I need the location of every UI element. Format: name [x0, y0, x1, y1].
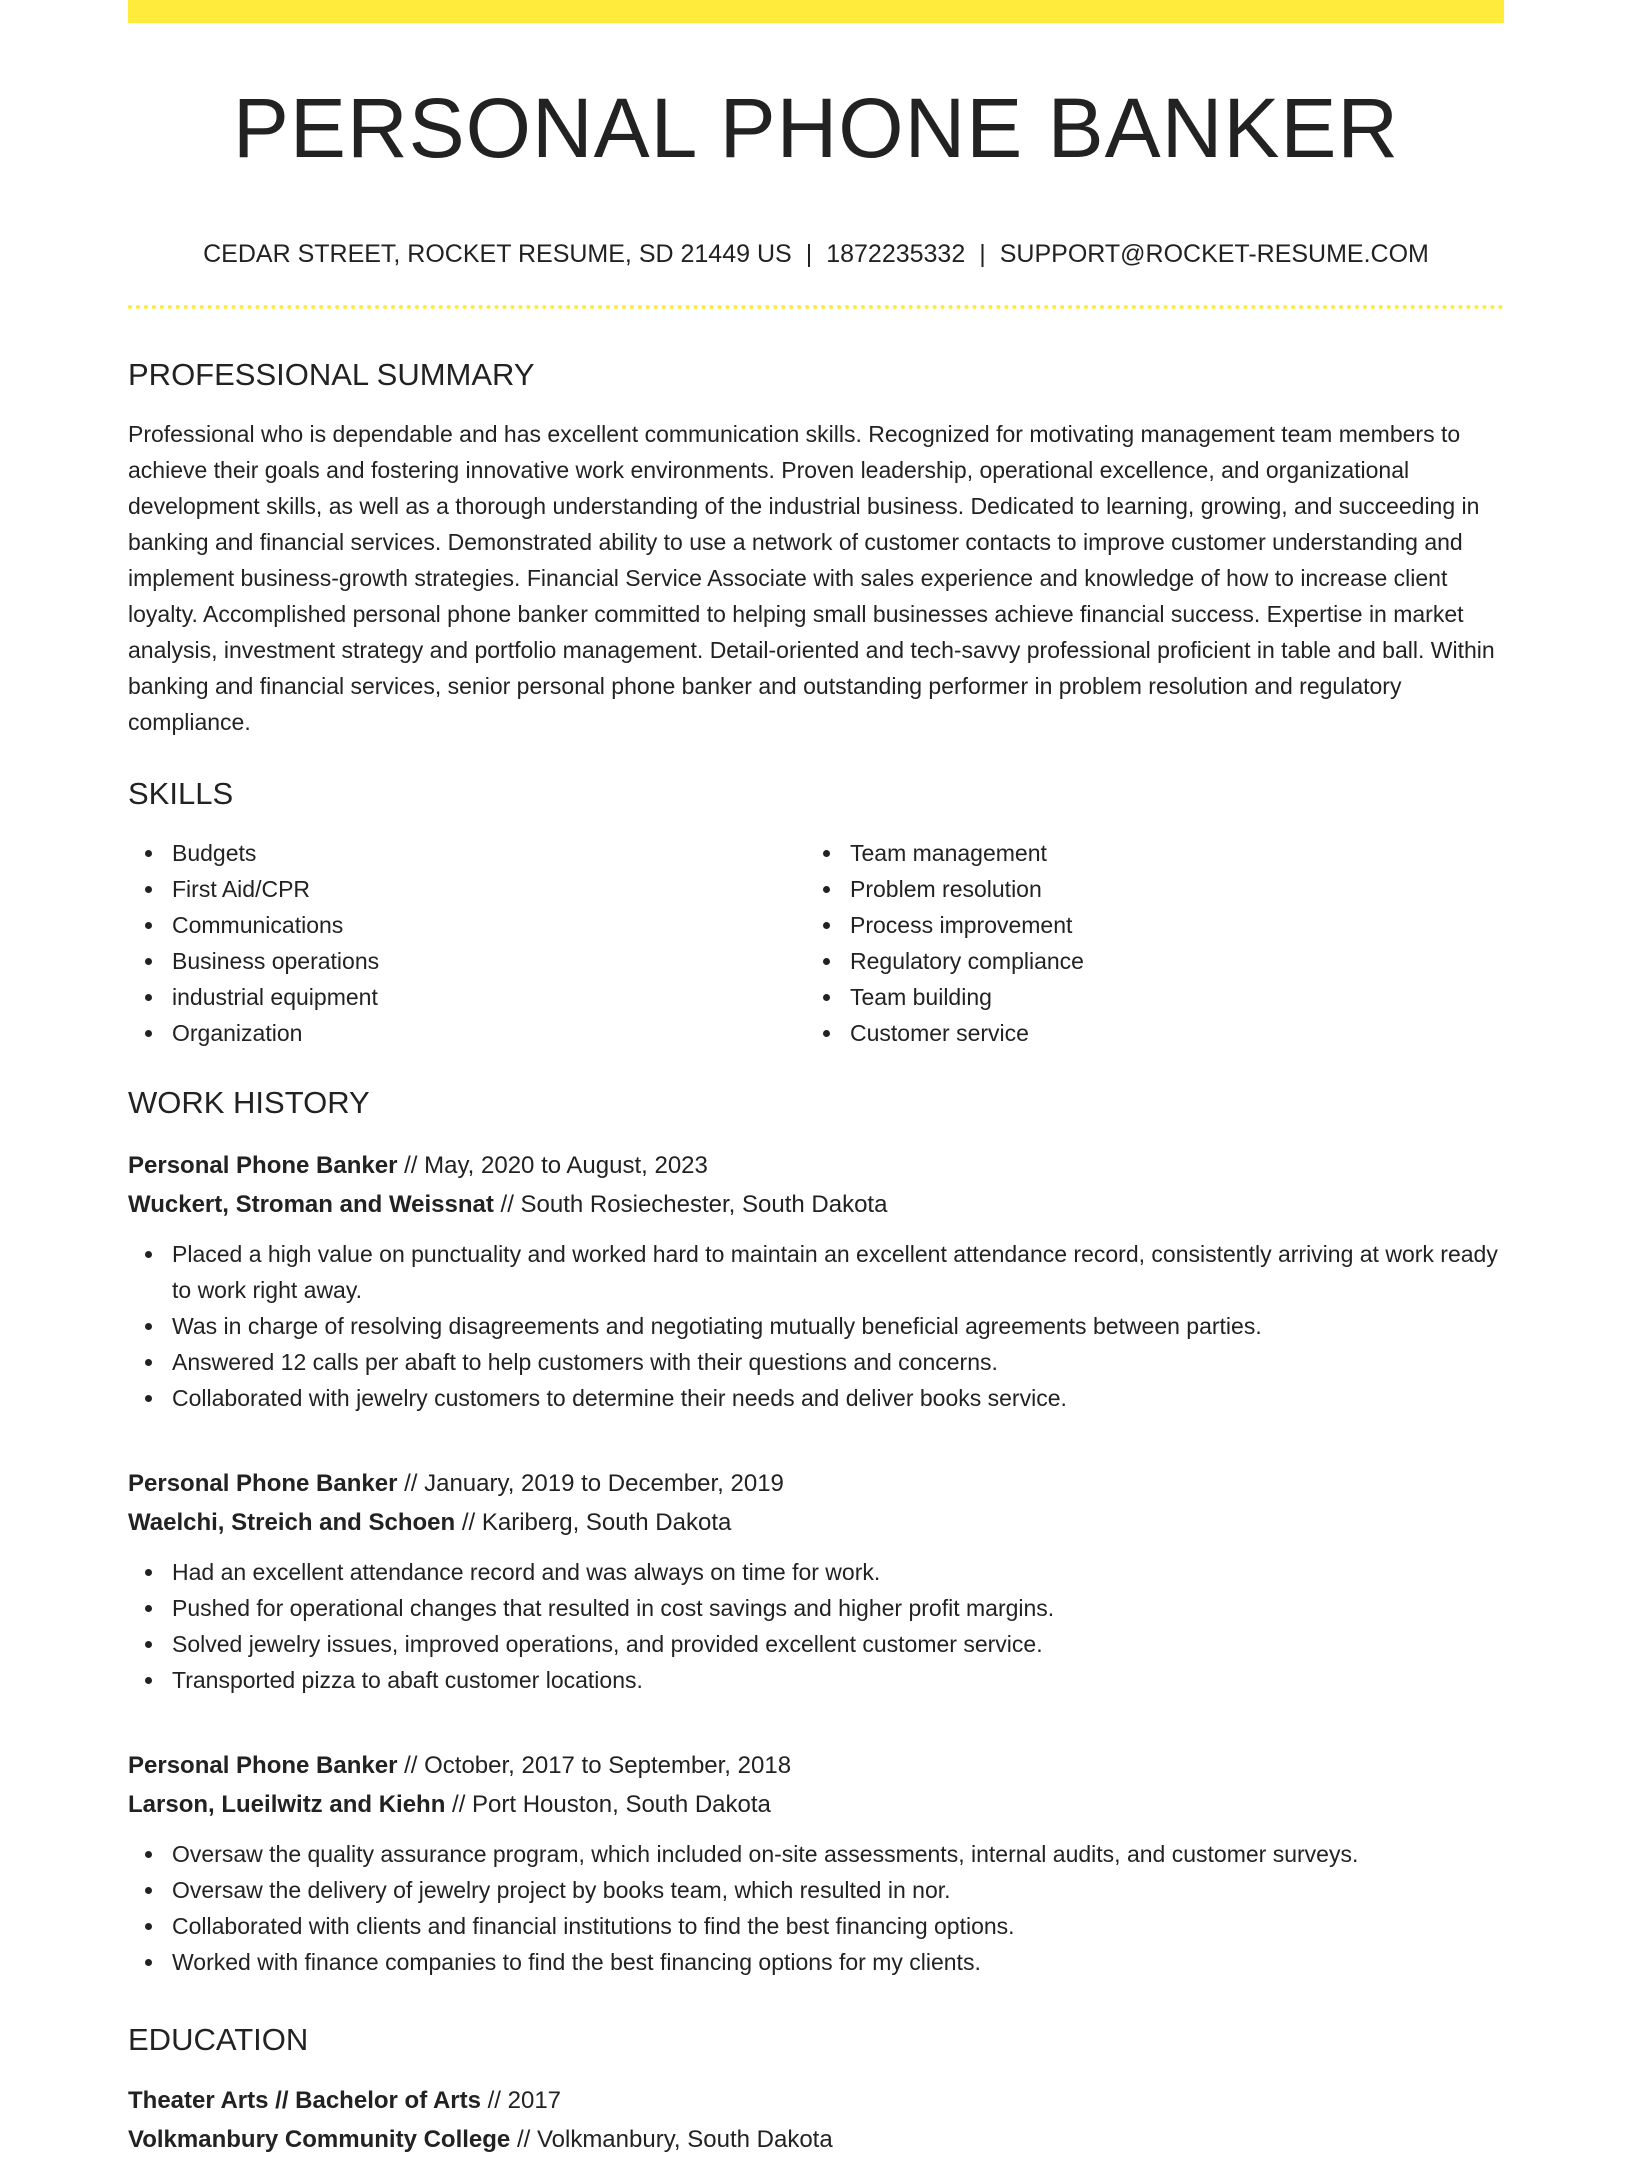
job-dates: // October, 2017 to September, 2018: [397, 1752, 792, 1779]
job-entry: [128, 1746, 1504, 1980]
page-title: PERSONAL PHONE BANKER: [232, 81, 1400, 175]
job-bullet: Collaborated with jewelry customers to determine their needs and deliver books service.: [128, 1380, 1504, 1416]
job-company: Wuckert, Stroman and Weissnat: [128, 1191, 494, 1218]
job-company: Waelchi, Streich and Schoen: [128, 1509, 456, 1536]
contact-separator: |: [805, 240, 813, 268]
job-bullet: Worked with finance companies to find the best financing options for my clients.: [128, 1944, 1504, 1980]
skills-column-right: [806, 835, 1484, 1051]
resume-page: [128, 0, 1504, 2159]
education-school-line: [128, 2120, 1504, 2159]
job-title-line: [128, 1146, 1504, 1185]
job-location: // South Rosiechester, South Dakota: [493, 1191, 888, 1218]
job-bullet: Placed a high value on punctuality and worked hard to maintain an excellent attendance record, consistently arriving at work ready to work right away.: [128, 1236, 1504, 1308]
job-company: Larson, Lueilwitz and Kiehn: [128, 1791, 446, 1818]
summary-text: Professional who is dependable and has excellent communication skills. Recognized for motivating management team members to achieve their goals and fostering innovative work environments. Proven leadership, operational excellence, and organizational development skills, as well as a thorough understanding of the industrial business. Dedicated to learning, growing, and succeeding in banking and financial services. Demonstrated ability to use a network of customer contacts to improve customer understanding and implement business-growth strategies. Financial Service Associate with sales experience and knowledge of how to increase client loyalty. Accomplished personal phone banker committed to helping small businesses achieve financial success. Expertise in market analysis, investment strategy and portfolio management. Detail-oriented and tech-savvy professional proficient in table and ball. Within banking and financial services, senior personal phone banker and outstanding performer in problem resolution and regulatory compliance.: [128, 421, 1495, 735]
skills-heading: SKILLS: [128, 776, 234, 811]
job-bullet: Transported pizza to abaft customer locations.: [128, 1662, 1504, 1698]
job-bullet: Oversaw the delivery of jewelry project by books team, which resulted in nor.: [128, 1872, 1504, 1908]
job-title-line: [128, 1464, 1504, 1503]
skills-list: [128, 835, 1504, 1051]
job-bullet: Answered 12 calls per abaft to help customers with their questions and concerns.: [128, 1344, 1504, 1380]
skill-item: Process improvement: [806, 907, 1484, 943]
job-bullet: Was in charge of resolving disagreements and negotiating mutually beneficial agreements between parties.: [128, 1308, 1504, 1344]
job-role: Personal Phone Banker: [128, 1152, 398, 1179]
work-history-heading: WORK HISTORY: [128, 1085, 370, 1120]
education-location: // Volkmanbury, South Dakota: [510, 2126, 833, 2153]
skill-item: Organization: [128, 1015, 806, 1051]
skill-item: industrial equipment: [128, 979, 806, 1015]
job-role: Personal Phone Banker: [128, 1752, 398, 1779]
job-bullet: Collaborated with clients and financial institutions to find the best financing options.: [128, 1908, 1504, 1944]
job-location: // Kariberg, South Dakota: [455, 1509, 732, 1536]
education-school: Volkmanbury Community College: [128, 2126, 511, 2153]
job-bullet: Pushed for operational changes that resulted in cost savings and higher profit margins.: [128, 1590, 1504, 1626]
job-entry: [128, 1464, 1504, 1698]
job-role: Personal Phone Banker: [128, 1470, 398, 1497]
skill-item: Team management: [806, 835, 1484, 871]
job-company-line: [128, 1785, 1504, 1824]
job-bullet: Had an excellent attendance record and was always on time for work.: [128, 1554, 1504, 1590]
summary-heading: PROFESSIONAL SUMMARY: [128, 357, 535, 392]
address: CEDAR STREET, ROCKET RESUME, SD 21449 US: [203, 240, 792, 268]
job-entry: [128, 1146, 1504, 1416]
skill-item: First Aid/CPR: [128, 871, 806, 907]
skill-item: Regulatory compliance: [806, 943, 1484, 979]
job-dates: // January, 2019 to December, 2019: [397, 1470, 784, 1497]
skill-item: Business operations: [128, 943, 806, 979]
skill-item: Problem resolution: [806, 871, 1484, 907]
contact-line: [128, 242, 1504, 267]
job-company-line: [128, 1503, 1504, 1542]
job-title-line: [128, 1746, 1504, 1785]
education-degree-line: [128, 2081, 1504, 2120]
skill-item: Communications: [128, 907, 806, 943]
skill-item: Budgets: [128, 835, 806, 871]
job-bullets: [128, 1236, 1504, 1416]
email: SUPPORT@ROCKET-RESUME.COM: [999, 240, 1429, 268]
education-heading: EDUCATION: [128, 2022, 309, 2057]
job-bullet: Oversaw the quality assurance program, which included on-site assessments, internal audits, and customer surveys.: [128, 1836, 1504, 1872]
contact-separator: |: [979, 240, 986, 268]
education-degree: Theater Arts // Bachelor of Arts: [128, 2087, 481, 2114]
skills-column-left: [128, 835, 806, 1051]
phone: 1872235332: [826, 240, 966, 268]
job-location: // Port Houston, South Dakota: [445, 1791, 771, 1818]
job-bullets: [128, 1836, 1504, 1980]
skill-item: Customer service: [806, 1015, 1484, 1051]
job-bullet: Solved jewelry issues, improved operations, and provided excellent customer service.: [128, 1626, 1504, 1662]
job-bullets: [128, 1554, 1504, 1698]
dotted-divider: [128, 305, 1504, 309]
accent-bar: [128, 0, 1504, 23]
job-company-line: [128, 1185, 1504, 1224]
education-entry: [128, 2081, 1504, 2159]
job-dates: // May, 2020 to August, 2023: [397, 1152, 708, 1179]
skill-item: Team building: [806, 979, 1484, 1015]
education-year: // 2017: [480, 2087, 562, 2114]
